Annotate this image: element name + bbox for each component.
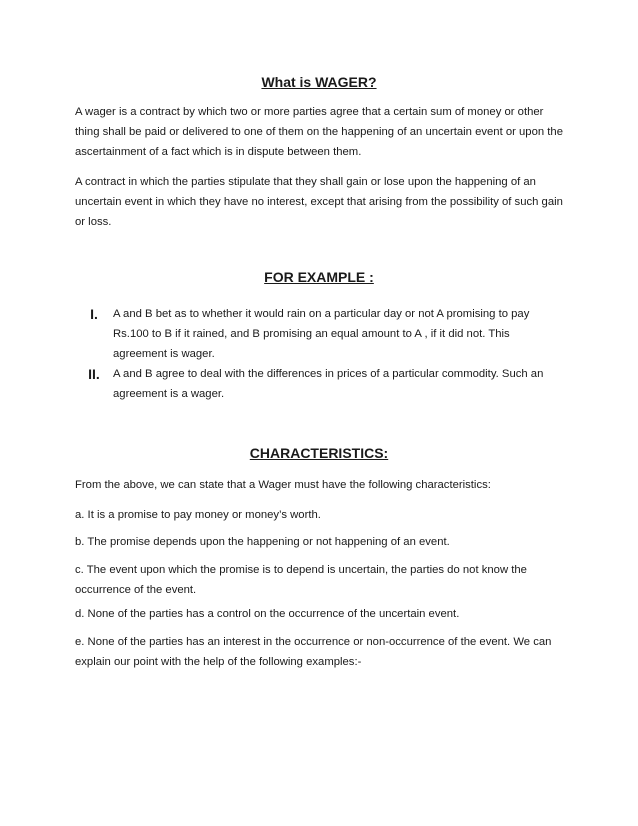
- characteristic-a: a. It is a promise to pay money or money’s worth.: [75, 509, 321, 521]
- page-title: What is WAGER?: [261, 74, 377, 90]
- characteristic-b: b. The promise depends upon the happening or not happening of an event.: [75, 536, 450, 548]
- characteristic-c: c. The event upon which the promise is to depend is uncertain, the parties do not know the occurrence of the event.: [75, 564, 527, 596]
- example-number: II.: [88, 366, 100, 382]
- intro-paragraph-2: A contract in which the parties stipulate that they shall gain or lose upon the happening of an uncertain event in which they have no interest, except that arising from the possibility of such gain or loss.: [75, 176, 563, 228]
- example-number: I.: [90, 306, 98, 322]
- characteristic-e: e. None of the parties has an interest in the occurrence or non-occurrence of the event. We can explain our point with the help of the following examples:-: [75, 636, 552, 668]
- characteristics-intro: From the above, we can state that a Wager must have the following characteristics:: [75, 479, 491, 491]
- characteristics-heading: CHARACTERISTICS:: [249, 445, 389, 461]
- intro-paragraph-1: A wager is a contract by which two or more parties agree that a certain sum of money or other thing shall be paid or delivered to one of them on the happening of an uncertain event or upon the ascertainment of a fact which is in dispute between them.: [75, 106, 564, 158]
- example-text: A and B bet as to whether it would rain on a particular day or not A promising to pay Rs.100 to B if it rained, and B promising an equal amount to A , if it did not. This agreement is wager.: [113, 308, 530, 360]
- example-heading: FOR EXAMPLE :: [264, 269, 374, 285]
- example-text: A and B agree to deal with the differences in prices of a particular commodity. Such an agreement is a wager.: [113, 368, 544, 400]
- characteristic-d: d. None of the parties has a control on the occurrence of the uncertain event.: [75, 608, 460, 620]
